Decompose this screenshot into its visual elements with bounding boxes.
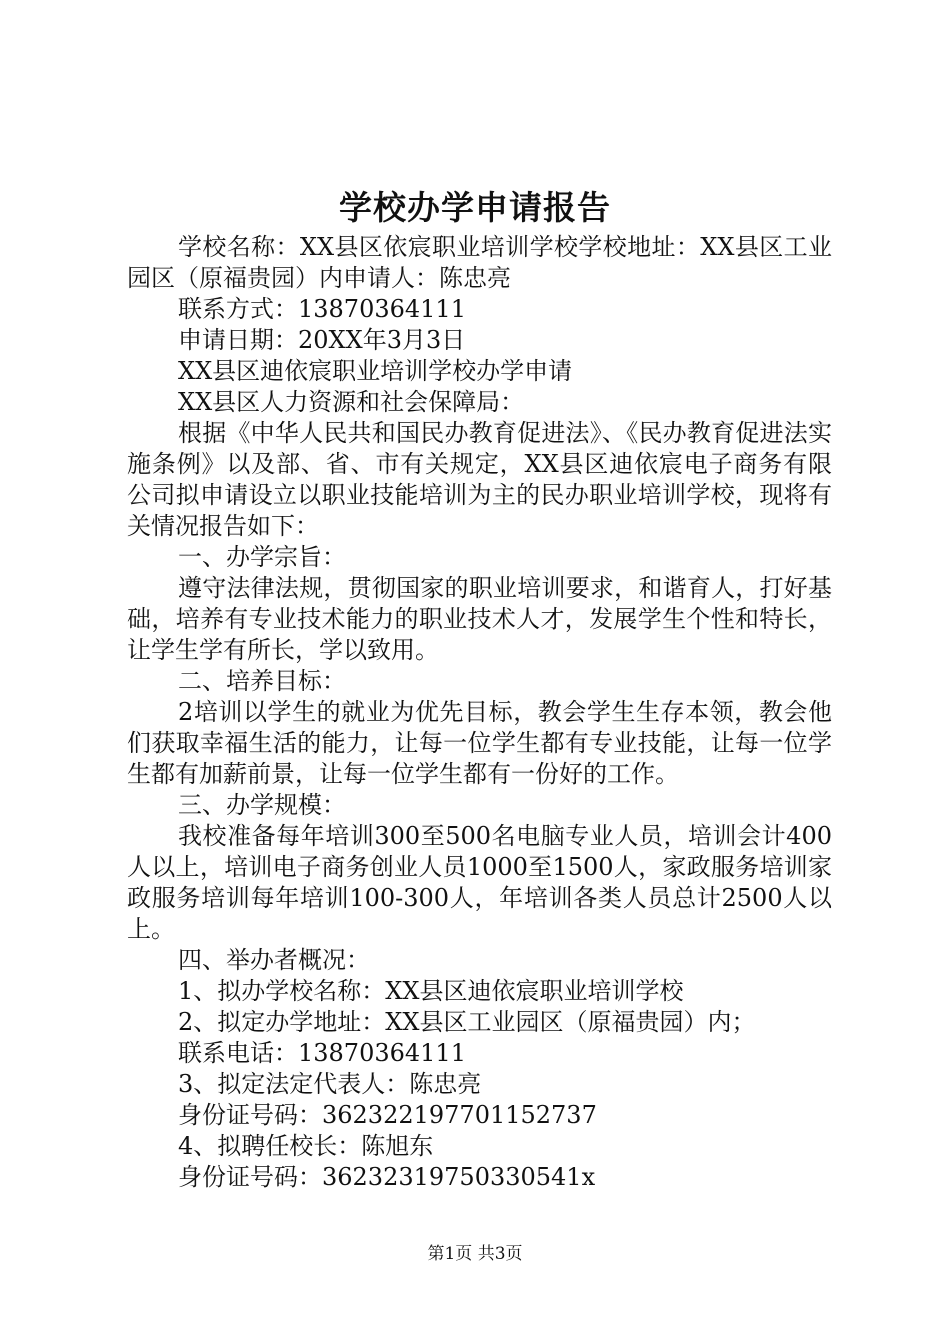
paragraph-date: 申请日期：20XX年3月3日 xyxy=(178,326,466,354)
paragraph-recipient: XX县区人力资源和社会保障局： xyxy=(178,388,525,416)
paragraph-scale: 我校准备每年培训300至500名电脑专业人员，培训会计400人以上，培训电子商务创业人员1000至1500人，家政服务培训家政服务培训每年培训100-300人，年培训各类人员总计2500人以上。 xyxy=(127,822,832,943)
document-title: 学校办学申请报告 xyxy=(339,188,611,227)
section-heading-scale: 三、办学规模： xyxy=(178,791,346,819)
page-footer: 第1页 共3页 xyxy=(427,1244,523,1264)
list-item-phone: 联系电话：13870364111 xyxy=(178,1039,466,1067)
paragraph-contact: 联系方式：13870364111 xyxy=(178,295,466,323)
list-item-legal-rep: 3、拟定法定代表人：陈忠亮 xyxy=(178,1070,482,1098)
list-item-principal-id: 身份证号码：36232319750330541x xyxy=(178,1163,596,1191)
section-heading-organizer: 四、举办者概况： xyxy=(178,946,370,974)
paragraph-intro: 根据《中华人民共和国民办教育促进法》、《民办教育促进法实施条例》以及部、省、市有关规定，XX县区迪依宸电子商务有限公司拟申请设立以职业技能培训为主的民办职业培训学校，现将有关情况报告如下： xyxy=(127,419,832,540)
document-body xyxy=(127,232,832,1193)
list-item-legal-rep-id: 身份证号码：362322197701152737 xyxy=(178,1101,597,1129)
paragraph-school-info: 学校名称：XX县区依宸职业培训学校学校地址：XX县区工业园区（原福贵园）内申请人：陈忠亮 xyxy=(127,233,832,292)
paragraph-subject: XX县区迪依宸职业培训学校办学申请 xyxy=(178,357,573,385)
paragraph-purpose: 遵守法律法规，贯彻国家的职业培训要求，和谐育人，打好基础，培养有专业技术能力的职业技术人才，发展学生个性和特长，让学生学有所长，学以致用。 xyxy=(127,574,832,664)
list-item-school-name: 1、拟办学校名称：XX县区迪依宸职业培训学校 xyxy=(178,977,684,1005)
section-heading-goals: 二、培养目标： xyxy=(178,667,346,695)
list-item-address: 2、拟定办学地址：XX县区工业园区（原福贵园）内； xyxy=(178,1008,756,1036)
list-item-principal: 4、拟聘任校长：陈旭东 xyxy=(178,1132,434,1160)
paragraph-goals: 2培训以学生的就业为优先目标，教会学生生存本领，教会他们获取幸福生活的能力，让每一位学生都有专业技能，让每一位学生都有加薪前景，让每一位学生都有一份好的工作。 xyxy=(127,698,832,788)
section-heading-purpose: 一、办学宗旨： xyxy=(178,543,346,571)
